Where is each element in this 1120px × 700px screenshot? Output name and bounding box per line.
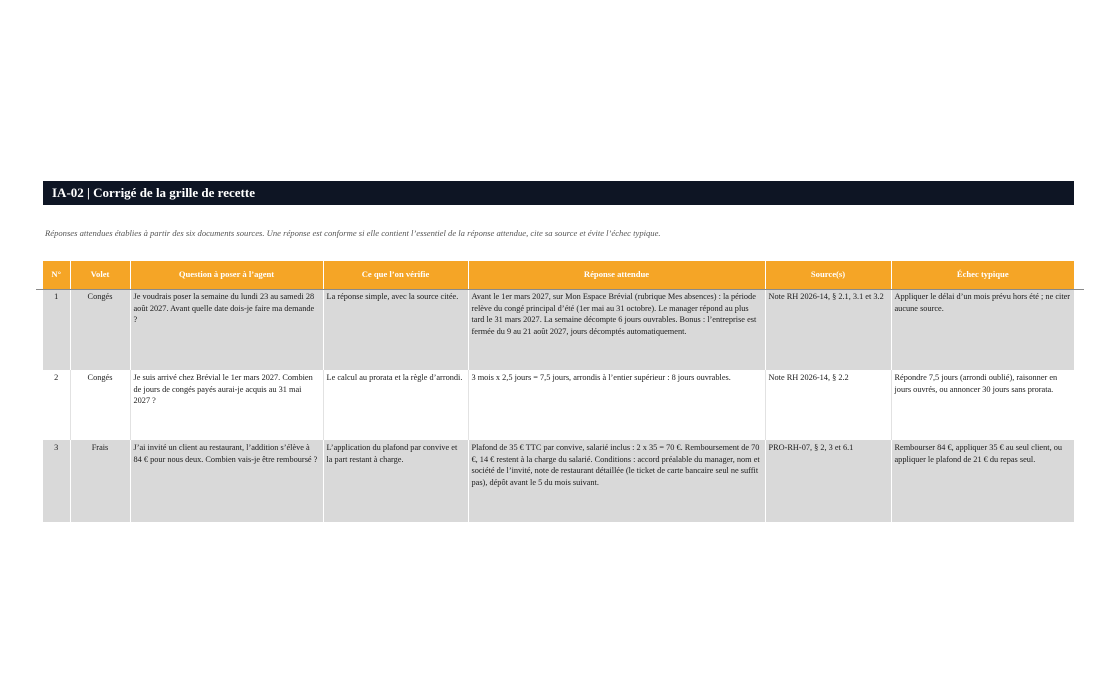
cell-verifie: La réponse simple, avec la source citée. — [323, 289, 468, 370]
cell-verifie: L’application du plafond par convive et la part restant à charge. — [323, 440, 468, 522]
header-divider — [36, 289, 1084, 290]
cell-reponse: 3 mois x 2,5 jours = 7,5 jours, arrondis à l’entier supérieur : 8 jours ouvrables. — [468, 370, 765, 440]
cell-num: 3 — [43, 440, 70, 522]
table-header-row — [43, 261, 1074, 289]
header-question: Question à poser à l’agent — [130, 261, 323, 289]
cell-reponse: Avant le 1er mars 2027, sur Mon Espace Brévial (rubrique Mes absences) : la période relève du congé principal d’été (1er mai au 31 octobre). Le manager répond au plus tard le 31 mars 2027. La semaine décompte 6 jours ouvrables. Bonus : l’entreprise est fermée du 9 au 21 août 2027, jours décomptés automatiquement. — [468, 289, 765, 370]
cell-volet: Frais — [70, 440, 130, 522]
grille-recette-table — [43, 261, 1074, 522]
cell-sources: PRO-RH-07, § 2, 3 et 6.1 — [765, 440, 891, 522]
cell-sources: Note RH 2026-14, § 2.1, 3.1 et 3.2 — [765, 289, 891, 370]
header-num: N° — [43, 261, 70, 289]
cell-question: Je suis arrivé chez Brévial le 1er mars 2027. Combien de jours de congés payés aurai-je acquis au 31 mai 2027 ? — [130, 370, 323, 440]
cell-verifie: Le calcul au prorata et la règle d’arrondi. — [323, 370, 468, 440]
cell-question: J’ai invité un client au restaurant, l’addition s’élève à 84 € pour nous deux. Combien vais-je être remboursé ? — [130, 440, 323, 522]
cell-echec: Répondre 7,5 jours (arrondi oublié), raisonner en jours ouvrés, ou annoncer 30 jours sans prorata. — [891, 370, 1074, 440]
cell-echec: Rembourser 84 €, appliquer 35 € au seul client, ou appliquer le plafond de 21 € du repas seul. — [891, 440, 1074, 522]
header-echec: Échec typique — [891, 261, 1074, 289]
table-row — [43, 440, 1074, 522]
table-row — [43, 370, 1074, 440]
cell-num: 1 — [43, 289, 70, 370]
cell-volet: Congés — [70, 370, 130, 440]
cell-reponse: Plafond de 35 € TTC par convive, salarié inclus : 2 x 35 = 70 €. Remboursement de 70 €, 14 € restent à la charge du salarié. Conditions : accord préalable du manager, nom et société de l’invité, note de restaurant détaillée (le ticket de carte bancaire seul ne suffit pas), dépôt avant le 5 du mois suivant. — [468, 440, 765, 522]
cell-num: 2 — [43, 370, 70, 440]
cell-sources: Note RH 2026-14, § 2.2 — [765, 370, 891, 440]
header-reponse: Réponse attendue — [468, 261, 765, 289]
document-title: IA-02 | Corrigé de la grille de recette — [43, 181, 1074, 205]
cell-volet: Congés — [70, 289, 130, 370]
cell-echec: Appliquer le délai d’un mois prévu hors été ; ne citer aucune source. — [891, 289, 1074, 370]
header-volet: Volet — [70, 261, 130, 289]
document-subtitle: Réponses attendues établies à partir des six documents sources. Une réponse est conforme si elle contient l’essentiel de la réponse attendue, cite sa source et évite l’échec typique. — [45, 228, 661, 238]
header-verifie: Ce que l’on vérifie — [323, 261, 468, 289]
cell-question: Je voudrais poser la semaine du lundi 23 au samedi 28 août 2027. Avant quelle date dois-je faire ma demande ? — [130, 289, 323, 370]
header-sources: Source(s) — [765, 261, 891, 289]
table-row — [43, 289, 1074, 370]
